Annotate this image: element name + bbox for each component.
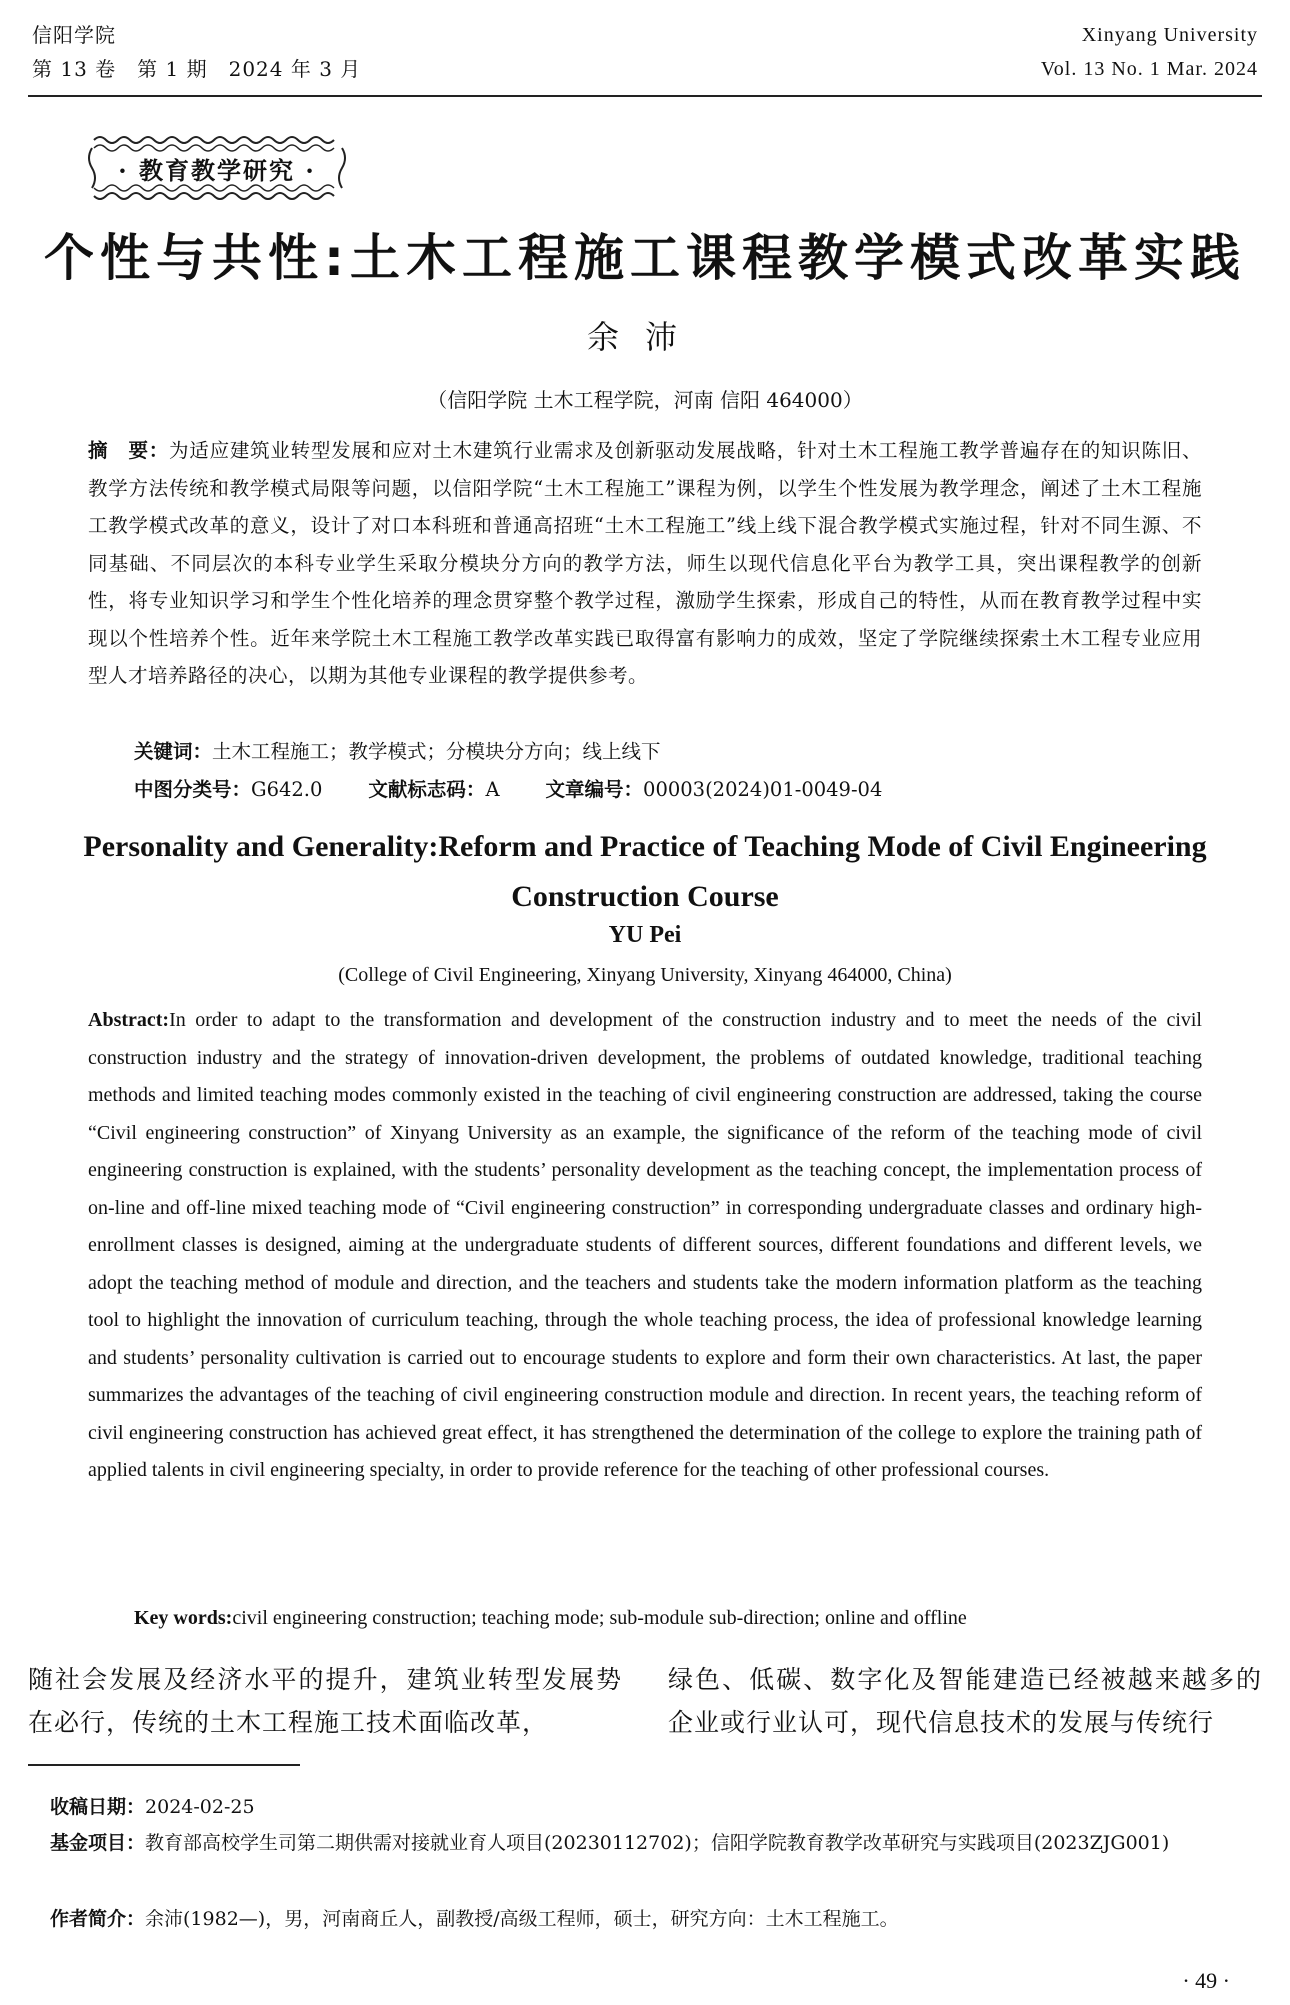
author-cn: 余沛 (586, 318, 703, 356)
footnote-rule (28, 1764, 300, 1766)
keywords-cn-label: 关键词： (134, 740, 213, 763)
affiliation-cn: （信阳学院 土木工程学院，河南 信阳 464000） (427, 388, 863, 412)
abstract-en-text: In order to adapt to the transformation and development of the construction industry and to meet the needs of the civil construction industry and the strategy of innovation-driven development, the problems of outdated knowledge, traditional teaching methods and limited teaching modes commonly existed in the teaching of civil engineering construction are addressed, taking the course “Civil engineering construction” of Xinyang University as an example, the significance of the reform of the teaching mode of civil engineering construction is explained, with the students’ personality development as the teaching concept, the implementation process of on-line and off-line mixed teaching mode of “Civil engineering construction” in corresponding undergraduate classes and ordinary high-enrollment classes is designed, aiming at the undergraduate students of different sources, different foundations and different levels, we adopt the teaching method of module and direction, and the teachers and students take the modern information platform as the teaching tool to highlight the innovation of curriculum teaching, through the whole teaching process, the idea of professional knowledge learning and students’ personality cultivation is carried out to encourage students to explore and form their own characteristics. At last, the paper summarizes the advantages of the teaching of civil engineering construction module and direction. In recent years, the teaching reform of civil engineering construction has achieved great effect, it has strengthened the determination of the college to explore the training path of applied talents in civil engineering specialty, in order to provide reference for the teaching of other professional courses. (88, 1009, 1202, 1481)
column-banner (86, 130, 348, 206)
journal-name-cn: 信阳学院 (32, 23, 116, 47)
author-en: YU Pei (608, 922, 682, 948)
header-rule (28, 95, 1262, 97)
keywords-en-label: Key words: (134, 1607, 233, 1629)
abstract-cn-text: 为适应建筑业转型发展和应对土木建筑行业需求及创新驱动发展战略，针对土木工程施工教学普遍存在的知识陈旧、教学方法传统和教学模式局限等问题，以信阳学院“土木工程施工”课程为例，以学生个性发展为教学理念，阐述了土木工程施工教学模式改革的意义，设计了对口本科班和普通高招班“土木工程施工”线上线下混合教学模式实施过程，针对不同生源、不同基础、不同层次的本科专业学生采取分模块分方向的教学方法，师生以现代信息化平台为教学工具，突出课程教学的创新性，将专业知识学习和学生个性化培养的理念贯穿整个教学过程，激励学生探索，形成自己的特性，从而在教育教学过程中实现以个性培养个性。近年来学院土木工程施工教学改革实践已取得富有影响力的成效，坚定了学院继续探索土木工程专业应用型人才培养路径的决心，以期为其他专业课程的教学提供参考。 (88, 439, 1202, 687)
keywords-cn-text: 土木工程施工；教学模式；分模块分方向；线上线下 (212, 740, 661, 763)
abstract-cn-label: 摘 要： (88, 439, 170, 462)
clc-label: 中图分类号： (134, 778, 252, 801)
article-no-value: 00003(2024)01-0049-04 (643, 778, 883, 801)
abstract-en (88, 1002, 1202, 1490)
fund-text: 教育部高校学生司第二期供需对接就业育人项目(20230112702)；信阳学院教育教学改革研究与实践项目(2023ZJG001) (145, 1832, 1170, 1854)
issue-info-en: Vol. 13 No. 1 Mar. 2024 (1040, 58, 1258, 80)
footnote-fund (50, 1826, 1260, 1860)
keywords-en-text: civil engineering construction; teaching mode; sub-module sub-direction; online and offline (232, 1607, 967, 1629)
fund-label: 基金项目： (50, 1832, 146, 1854)
article-no-label: 文章编号： (545, 778, 644, 801)
title-en: Personality and Generality:Reform and Practice of Teaching Mode of Civil Engineering Construction Course (83, 830, 1207, 913)
doc-code-value: A (485, 778, 500, 801)
running-header-left (32, 18, 361, 86)
keywords-en (134, 1600, 967, 1636)
page-number: · 49 · (1182, 1968, 1230, 1993)
bio-text: 余沛(1982—)，男，河南商丘人，副教授/高级工程师，硕士，研究方向：土木工程施工。 (145, 1908, 899, 1930)
abstract-cn (88, 432, 1202, 695)
abstract-en-label: Abstract: (88, 1009, 170, 1031)
classification-line (134, 772, 882, 808)
keywords-cn (134, 734, 661, 770)
bio-label: 作者简介： (50, 1908, 146, 1930)
clc-value: G642.0 (251, 778, 323, 801)
running-header-right (1041, 18, 1258, 86)
body-column-right: 绿色、低碳、数字化及智能建造已经被越来越多的企业或行业认可，现代信息技术的发展与传统行 (668, 1665, 1262, 1737)
journal-name-en: Xinyang University (1081, 24, 1258, 46)
column-label: · 教育教学研究 · (118, 155, 316, 185)
body-column-left: 随社会发展及经济水平的提升，建筑业转型发展势在必行，传统的土木工程施工技术面临改革， (28, 1665, 622, 1737)
footnote-author-bio (50, 1902, 1260, 1936)
footnote-received (50, 1790, 1260, 1824)
affiliation-en: (College of Civil Engineering, Xinyang University, Xinyang 464000, China) (338, 964, 952, 986)
doc-code-label: 文献标志码： (368, 778, 486, 801)
issue-info-cn: 第 13 卷 第 1 期 2024 年 3 月 (32, 57, 362, 81)
received-label: 收稿日期： (50, 1796, 146, 1818)
received-date: 2024-02-25 (145, 1796, 255, 1818)
title-cn: 个性与共性:土木工程施工课程教学模式改革实践 (44, 229, 1246, 287)
